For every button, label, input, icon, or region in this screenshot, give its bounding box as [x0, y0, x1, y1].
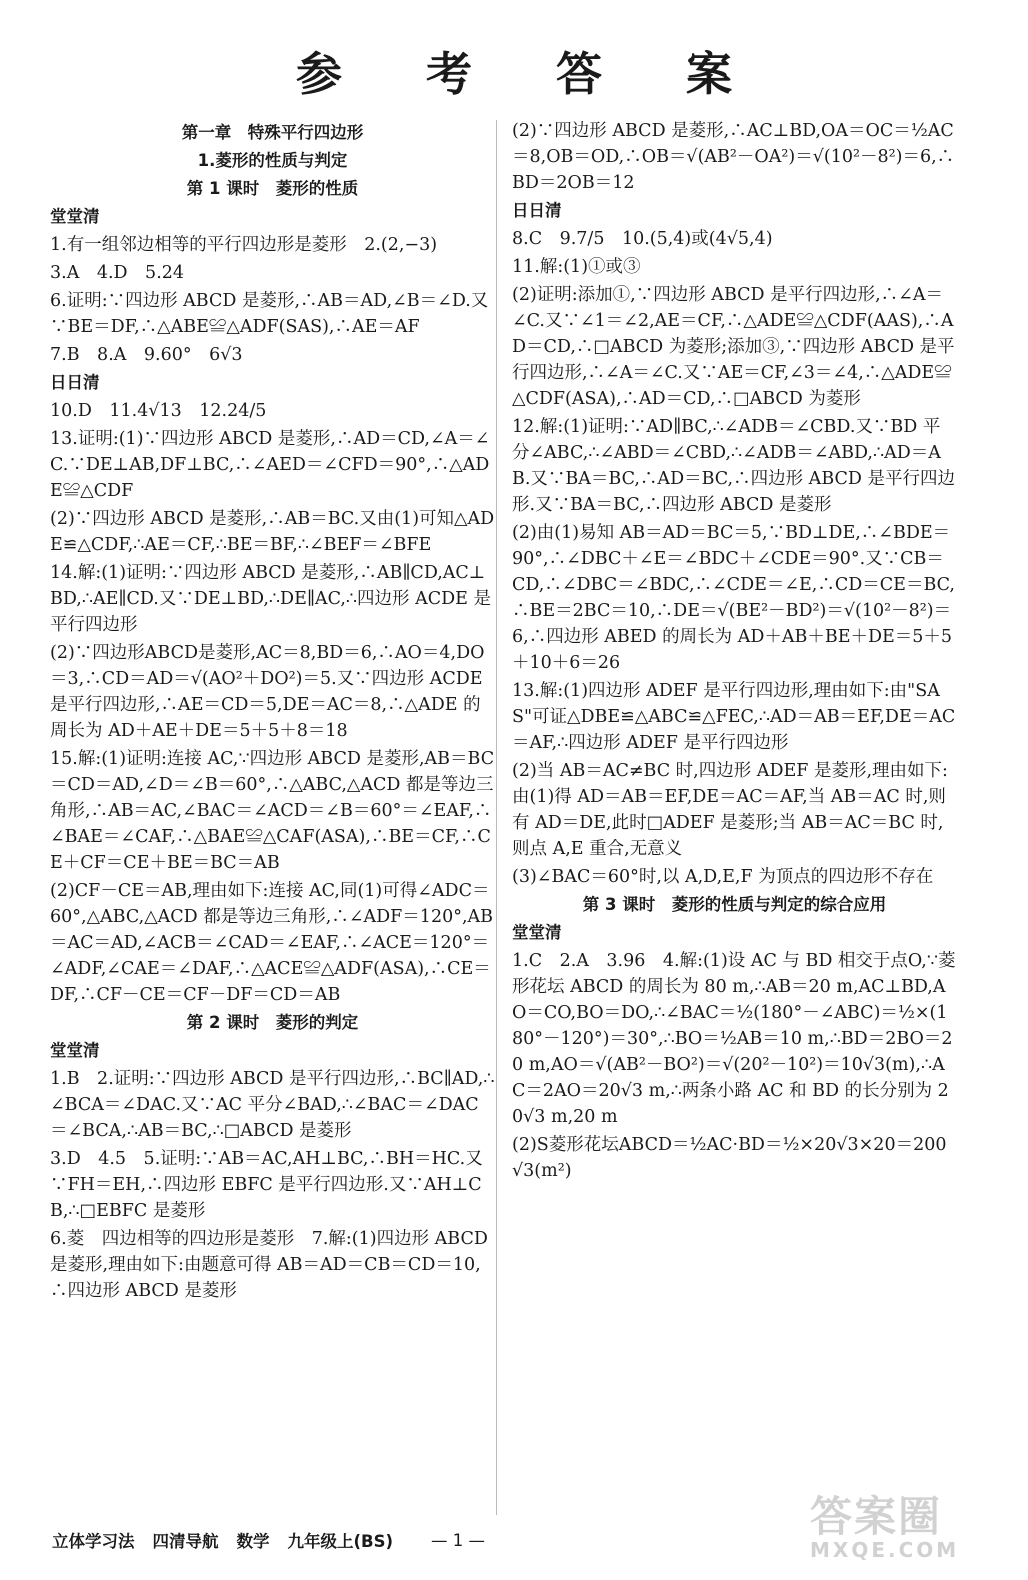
answer-line: 11.解:(1)①或③	[512, 257, 641, 277]
subsection-label: 日日清	[50, 373, 100, 392]
footer-series: 四清导航	[152, 1532, 219, 1551]
section-heading: 1.菱形的性质与判定	[197, 151, 348, 170]
answer-line: 7.B 8.A 9.60° 6√3	[50, 345, 243, 365]
answer-line: (2)由(1)易知 AB＝AD＝BC＝5,∵BD⊥DE,∴∠BDE＝90°,∴∠DBC＋∠E＝∠BDC＋∠CDE＝90°.又∵CB＝CD,∴∠DBC＝∠BDC,∴∠CDE＝∠E,∴CD＝CE＝BC,∴BE＝2BC＝10,∴DE＝√(BE²－BD²)＝√(10²－8²)＝6,∴四边形 ABED 的周长为 AD＋AB＋BE＋DE＝5＋5＋10＋6＝26	[512, 523, 955, 673]
answer-line: 6.证明:∵四边形 ABCD 是菱形,∴AB＝AD,∠B＝∠D.又∵BE＝DF,∴△ABE≌△ADF(SAS),∴AE＝AF	[50, 291, 489, 337]
section-heading: 第 3 课时 菱形的性质与判定的综合应用	[582, 895, 887, 914]
answer-line: 13.解:(1)四边形 ADEF 是平行四边形,理由如下:由"SAS"可证△DBE≌△ABC≌△FEC,∴AD＝AB＝EF,DE＝AC＝AF,∴四边形 ADEF 是平行四边形	[512, 681, 956, 753]
footer-subject: 数学	[236, 1532, 270, 1551]
answer-line: 8.C 9.7/5 10.(5,4)或(4√5,4)	[512, 229, 773, 249]
watermark-top: 答案圈	[810, 1492, 943, 1541]
subsection-label: 堂堂清	[50, 207, 100, 226]
answer-line: 3.D 4.5 5.证明:∵AB＝AC,AH⊥BC,∴BH＝HC.又∵FH＝EH,∴四边形 EBFC 是平行四边形.又∵AH⊥CB,∴□EBFC 是菱形	[50, 1149, 483, 1221]
subsection-label: 日日清	[512, 201, 562, 220]
answer-line: (2)∵四边形ABCD是菱形,AC＝8,BD＝6,∴AO＝4,DO＝3,∴CD＝AD＝√(AO²＋DO²)＝5.又∵四边形 ACDE 是平行四边形,∴AE＝CD＝5,DE＝AC＝8,∴△ADE 的周长为 AD＋AE＋DE＝5＋5＋8＝18	[50, 643, 485, 741]
section-heading: 第 1 课时 菱形的性质	[186, 179, 359, 198]
answer-line: 1.C 2.A 3.96 4.解:(1)设 AC 与 BD 相交于点O,∵菱形花坛 ABCD 的周长为 80 m,∴AB＝20 m,AC⊥BD,AO＝CO,BO＝DO,∴∠BAC＝½(180°－∠ABC)＝½×(180°－120°)＝30°,∴BO＝½AB＝10 m,∴BD＝2BO＝20 m,AO＝√(AB²－BO²)＝√(20²－10²)＝10√3(m),∴AC＝2AO＝20√3 m,∴两条小路 AC 和 BD 的长分别为 20√3 m,20 m	[512, 951, 956, 1127]
answer-line: (2)S菱形花坛ABCD＝½AC·BD＝½×20√3×20＝200√3(m²)	[512, 1135, 947, 1181]
answer-line: 6.菱 四边相等的四边形是菱形 7.解:(1)四边形 ABCD 是菱形,理由如下:由题意可得 AB＝AD＝CB＝CD＝10,∴四边形 ABCD 是菱形	[50, 1229, 488, 1301]
answer-line: (2)当 AB＝AC≠BC 时,四边形 ADEF 是菱形,理由如下:由(1)得 AD＝AB＝EF,DE＝AC＝AF,当 AB＝AC 时,则有 AD＝DE,此时□ADEF 是菱形;当 AB＝AC＝BC 时,则点 A,E 重合,无意义	[512, 761, 948, 859]
footer-grade: 九年级上(BS)	[287, 1532, 394, 1551]
answer-line: 1.B 2.证明:∵四边形 ABCD 是平行四边形,∴BC∥AD,∴∠BCA＝∠DAC.又∵AC 平分∠BAD,∴∠BAC＝∠DAC＝∠BCA,∴AB＝BC,∴□ABCD 是菱形	[50, 1069, 495, 1141]
section-heading: 第一章 特殊平行四边形	[181, 123, 364, 142]
answer-line: (2)∵四边形 ABCD 是菱形,∴AC⊥BD,OA＝OC＝½AC＝8,OB＝OD,∴OB＝√(AB²－OA²)＝√(10²－8²)＝6,∴BD＝2OB＝12	[512, 121, 955, 193]
footer	[52, 1528, 592, 1552]
page-number: — 1 —	[431, 1530, 486, 1550]
page-title: 参 考 答 案	[295, 47, 767, 101]
footer-book: 立体学习法	[52, 1532, 135, 1551]
answer-line: (2)∵四边形 ABCD 是菱形,∴AB＝BC.又由(1)可知△ADE≌△CDF,∴AE＝CF,∴BE＝BF,∴∠BEF＝∠BFE	[50, 509, 495, 555]
answer-line: 3.A 4.D 5.24	[50, 263, 185, 283]
section-heading: 第 2 课时 菱形的判定	[186, 1013, 359, 1032]
right-column	[512, 118, 957, 1186]
answer-line: (3)∠BAC＝60°时,以 A,D,E,F 为顶点的四边形不存在	[512, 867, 934, 887]
answer-line: 12.解:(1)证明:∵AD∥BC,∴∠ADB＝∠CBD.又∵BD 平分∠ABC,∴∠ABD＝∠CBD,∴∠ADB＝∠ABD,∴AD＝AB.又∵BA＝BC,∴AD＝BC,∴四边形 ABCD 是平行四边形.又∵BA＝BC,∴四边形 ABCD 是菱形	[512, 417, 955, 515]
subsection-label: 堂堂清	[512, 923, 562, 942]
answer-line: (2)证明:添加①,∵四边形 ABCD 是平行四边形,∴∠A＝∠C.又∵∠1＝∠2,AE＝CF,∴△ADE≌△CDF(AAS),∴AD＝CD,∴□ABCD 为菱形;添加③,∵四边形 ABCD 是平行四边形,∴∠A＝∠C.又∵AE＝CF,∠3＝∠4,∴△ADE≌△CDF(ASA),∴AD＝CD,∴□ABCD 为菱形	[512, 285, 955, 409]
left-column	[50, 120, 495, 1306]
answer-line: 10.D 11.4√13 12.24/5	[50, 401, 267, 421]
subsection-label: 堂堂清	[50, 1041, 100, 1060]
answer-line: 13.证明:(1)∵四边形 ABCD 是菱形,∴AD＝CD,∠A＝∠C.∵DE⊥AB,DF⊥BC,∴∠AED＝∠CFD＝90°,∴△ADE≌△CDF	[50, 429, 490, 501]
answer-line: 1.有一组邻边相等的平行四边形是菱形 2.(2,−3)	[50, 235, 438, 255]
watermark-bottom: MXQE.COM	[810, 1538, 960, 1562]
answer-line: 14.解:(1)证明:∵四边形 ABCD 是菱形,∴AB∥CD,AC⊥BD,∴AE∥CD.又∵DE⊥BD,∴DE∥AC,∴四边形 ACDE 是平行四边形	[50, 563, 491, 635]
watermark-logo	[810, 1484, 1000, 1562]
answer-line: (2)CF－CE＝AB,理由如下:连接 AC,同(1)可得∠ADC＝60°,△ABC,△ACD 都是等边三角形,∴∠ADF＝120°,AB＝AC＝AD,∠ACB＝∠CAD＝∠EAF,∴∠ACE＝120°＝∠ADF,∠CAE＝∠DAF,∴△ACE≌△ADF(ASA),∴CE＝DF,∴CF－CE＝CF－DF＝CD＝AB	[50, 881, 494, 1005]
answer-line: 15.解:(1)证明:连接 AC,∵四边形 ABCD 是菱形,AB＝BC＝CD＝AD,∠D＝∠B＝60°,∴△ABC,△ACD 都是等边三角形,∴AB＝AC,∠BAC＝∠ACD＝∠B＝60°＝∠EAF,∴∠BAE＝∠CAF,∴△BAE≌△CAF(ASA),∴BE＝CF,∴CE＋CF＝CE＋BE＝BC＝AB	[50, 749, 495, 873]
column-divider	[496, 120, 497, 1515]
